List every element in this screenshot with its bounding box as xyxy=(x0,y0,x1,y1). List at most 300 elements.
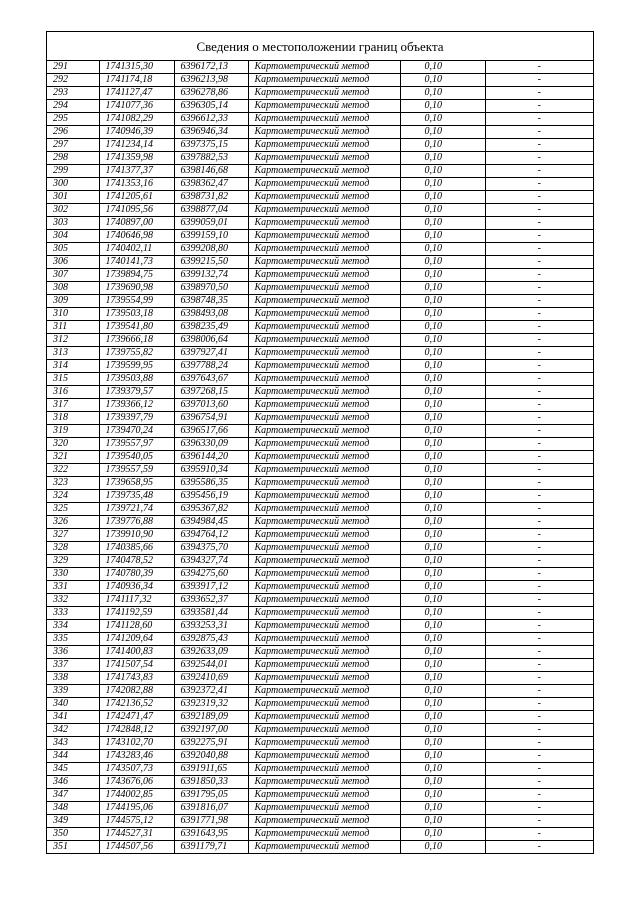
table-row xyxy=(47,828,593,841)
note-cell: - xyxy=(485,360,593,373)
accuracy-cell: 0,10 xyxy=(400,230,485,243)
x-coordinate-cell: 1741205,61 xyxy=(99,191,174,204)
accuracy-cell: 0,10 xyxy=(400,607,485,620)
method-cell: Картометрический метод xyxy=(248,503,400,516)
note-cell: - xyxy=(485,204,593,217)
table-row xyxy=(47,555,593,568)
method-cell: Картометрический метод xyxy=(248,646,400,659)
accuracy-cell: 0,10 xyxy=(400,412,485,425)
table-row xyxy=(47,477,593,490)
accuracy-cell: 0,10 xyxy=(400,568,485,581)
point-number-cell: 303 xyxy=(47,217,99,230)
accuracy-cell: 0,10 xyxy=(400,438,485,451)
table-row xyxy=(47,243,593,256)
x-coordinate-cell: 1740936,34 xyxy=(99,581,174,594)
note-cell: - xyxy=(485,191,593,204)
x-coordinate-cell: 1740141,73 xyxy=(99,256,174,269)
x-coordinate-cell: 1741209,64 xyxy=(99,633,174,646)
method-cell: Картометрический метод xyxy=(248,308,400,321)
accuracy-cell: 0,10 xyxy=(400,633,485,646)
note-cell: - xyxy=(485,490,593,503)
accuracy-cell: 0,10 xyxy=(400,152,485,165)
point-number-cell: 331 xyxy=(47,581,99,594)
table-row xyxy=(47,529,593,542)
accuracy-cell: 0,10 xyxy=(400,464,485,477)
note-cell: - xyxy=(485,568,593,581)
method-cell: Картометрический метод xyxy=(248,789,400,802)
method-cell: Картометрический метод xyxy=(248,724,400,737)
accuracy-cell: 0,10 xyxy=(400,711,485,724)
table-row xyxy=(47,451,593,464)
point-number-cell: 292 xyxy=(47,74,99,87)
table-row xyxy=(47,165,593,178)
point-number-cell: 294 xyxy=(47,100,99,113)
accuracy-cell: 0,10 xyxy=(400,204,485,217)
point-number-cell: 300 xyxy=(47,178,99,191)
method-cell: Картометрический метод xyxy=(248,464,400,477)
x-coordinate-cell: 1741127,47 xyxy=(99,87,174,100)
method-cell: Картометрический метод xyxy=(248,152,400,165)
table-row xyxy=(47,139,593,152)
y-coordinate-cell: 6396754,91 xyxy=(174,412,248,425)
method-cell: Картометрический метод xyxy=(248,607,400,620)
x-coordinate-cell: 1739557,59 xyxy=(99,464,174,477)
accuracy-cell: 0,10 xyxy=(400,74,485,87)
note-cell: - xyxy=(485,802,593,815)
point-number-cell: 312 xyxy=(47,334,99,347)
x-coordinate-cell: 1739894,75 xyxy=(99,269,174,282)
note-cell: - xyxy=(485,87,593,100)
point-number-cell: 307 xyxy=(47,269,99,282)
point-number-cell: 297 xyxy=(47,139,99,152)
table-row xyxy=(47,841,593,854)
x-coordinate-cell: 1739599,95 xyxy=(99,360,174,373)
accuracy-cell: 0,10 xyxy=(400,321,485,334)
method-cell: Картометрический метод xyxy=(248,620,400,633)
point-number-cell: 350 xyxy=(47,828,99,841)
note-cell: - xyxy=(485,334,593,347)
y-coordinate-cell: 6391643,95 xyxy=(174,828,248,841)
y-coordinate-cell: 6393917,12 xyxy=(174,581,248,594)
note-cell: - xyxy=(485,373,593,386)
point-number-cell: 313 xyxy=(47,347,99,360)
y-coordinate-cell: 6396213,98 xyxy=(174,74,248,87)
x-coordinate-cell: 1739658,95 xyxy=(99,477,174,490)
accuracy-cell: 0,10 xyxy=(400,282,485,295)
y-coordinate-cell: 6399159,10 xyxy=(174,230,248,243)
note-cell: - xyxy=(485,217,593,230)
note-cell: - xyxy=(485,542,593,555)
y-coordinate-cell: 6395367,82 xyxy=(174,503,248,516)
accuracy-cell: 0,10 xyxy=(400,113,485,126)
method-cell: Картометрический метод xyxy=(248,230,400,243)
note-cell: - xyxy=(485,74,593,87)
table-row xyxy=(47,334,593,347)
y-coordinate-cell: 6398493,08 xyxy=(174,308,248,321)
note-cell: - xyxy=(485,269,593,282)
y-coordinate-cell: 6391911,65 xyxy=(174,763,248,776)
point-number-cell: 314 xyxy=(47,360,99,373)
y-coordinate-cell: 6392633,09 xyxy=(174,646,248,659)
y-coordinate-cell: 6399132,74 xyxy=(174,269,248,282)
point-number-cell: 338 xyxy=(47,672,99,685)
note-cell: - xyxy=(485,347,593,360)
note-cell: - xyxy=(485,243,593,256)
table-row xyxy=(47,633,593,646)
point-number-cell: 318 xyxy=(47,412,99,425)
y-coordinate-cell: 6397643,67 xyxy=(174,373,248,386)
y-coordinate-cell: 6392875,43 xyxy=(174,633,248,646)
x-coordinate-cell: 1741400,83 xyxy=(99,646,174,659)
y-coordinate-cell: 6393581,44 xyxy=(174,607,248,620)
table-row xyxy=(47,230,593,243)
point-number-cell: 343 xyxy=(47,737,99,750)
method-cell: Картометрический метод xyxy=(248,685,400,698)
method-cell: Картометрический метод xyxy=(248,659,400,672)
y-coordinate-cell: 6392544,01 xyxy=(174,659,248,672)
x-coordinate-cell: 1740385,66 xyxy=(99,542,174,555)
x-coordinate-cell: 1741359,98 xyxy=(99,152,174,165)
note-cell: - xyxy=(485,672,593,685)
y-coordinate-cell: 6391771,98 xyxy=(174,815,248,828)
table-title: Сведения о местоположении границ объекта xyxy=(47,32,593,61)
y-coordinate-cell: 6396278,86 xyxy=(174,87,248,100)
method-cell: Картометрический метод xyxy=(248,451,400,464)
y-coordinate-cell: 6394275,60 xyxy=(174,568,248,581)
method-cell: Картометрический метод xyxy=(248,347,400,360)
x-coordinate-cell: 1741174,18 xyxy=(99,74,174,87)
y-coordinate-cell: 6392197,00 xyxy=(174,724,248,737)
table-row xyxy=(47,620,593,633)
accuracy-cell: 0,10 xyxy=(400,425,485,438)
table-row xyxy=(47,763,593,776)
point-number-cell: 291 xyxy=(47,61,99,74)
accuracy-cell: 0,10 xyxy=(400,776,485,789)
table-row xyxy=(47,204,593,217)
y-coordinate-cell: 6391850,33 xyxy=(174,776,248,789)
point-number-cell: 327 xyxy=(47,529,99,542)
accuracy-cell: 0,10 xyxy=(400,87,485,100)
y-coordinate-cell: 6398970,50 xyxy=(174,282,248,295)
x-coordinate-cell: 1739690,98 xyxy=(99,282,174,295)
x-coordinate-cell: 1739666,18 xyxy=(99,334,174,347)
note-cell: - xyxy=(485,737,593,750)
method-cell: Картометрический метод xyxy=(248,113,400,126)
method-cell: Картометрический метод xyxy=(248,542,400,555)
note-cell: - xyxy=(485,776,593,789)
accuracy-cell: 0,10 xyxy=(400,815,485,828)
table-row xyxy=(47,737,593,750)
point-number-cell: 324 xyxy=(47,490,99,503)
x-coordinate-cell: 1740780,39 xyxy=(99,568,174,581)
note-cell: - xyxy=(485,750,593,763)
y-coordinate-cell: 6398146,68 xyxy=(174,165,248,178)
note-cell: - xyxy=(485,178,593,191)
note-cell: - xyxy=(485,282,593,295)
accuracy-cell: 0,10 xyxy=(400,594,485,607)
y-coordinate-cell: 6394327,74 xyxy=(174,555,248,568)
table-row xyxy=(47,581,593,594)
table-row xyxy=(47,659,593,672)
table-row xyxy=(47,360,593,373)
point-number-cell: 334 xyxy=(47,620,99,633)
note-cell: - xyxy=(485,126,593,139)
x-coordinate-cell: 1739503,88 xyxy=(99,373,174,386)
accuracy-cell: 0,10 xyxy=(400,347,485,360)
x-coordinate-cell: 1744527,31 xyxy=(99,828,174,841)
note-cell: - xyxy=(485,451,593,464)
table-row xyxy=(47,776,593,789)
method-cell: Картометрический метод xyxy=(248,282,400,295)
accuracy-cell: 0,10 xyxy=(400,191,485,204)
x-coordinate-cell: 1740478,52 xyxy=(99,555,174,568)
note-cell: - xyxy=(485,659,593,672)
table-row xyxy=(47,607,593,620)
accuracy-cell: 0,10 xyxy=(400,672,485,685)
method-cell: Картометрический метод xyxy=(248,360,400,373)
y-coordinate-cell: 6397268,15 xyxy=(174,386,248,399)
table-row xyxy=(47,399,593,412)
point-number-cell: 325 xyxy=(47,503,99,516)
method-cell: Картометрический метод xyxy=(248,139,400,152)
accuracy-cell: 0,10 xyxy=(400,269,485,282)
x-coordinate-cell: 1739470,24 xyxy=(99,425,174,438)
table-row xyxy=(47,685,593,698)
y-coordinate-cell: 6394375,70 xyxy=(174,542,248,555)
point-number-cell: 298 xyxy=(47,152,99,165)
y-coordinate-cell: 6396946,34 xyxy=(174,126,248,139)
method-cell: Картометрический метод xyxy=(248,61,400,74)
table-row xyxy=(47,724,593,737)
accuracy-cell: 0,10 xyxy=(400,503,485,516)
table-row xyxy=(47,815,593,828)
accuracy-cell: 0,10 xyxy=(400,685,485,698)
note-cell: - xyxy=(485,61,593,74)
point-number-cell: 333 xyxy=(47,607,99,620)
point-number-cell: 315 xyxy=(47,373,99,386)
accuracy-cell: 0,10 xyxy=(400,529,485,542)
accuracy-cell: 0,10 xyxy=(400,386,485,399)
y-coordinate-cell: 6393253,31 xyxy=(174,620,248,633)
x-coordinate-cell: 1743283,46 xyxy=(99,750,174,763)
x-coordinate-cell: 1744002,85 xyxy=(99,789,174,802)
method-cell: Картометрический метод xyxy=(248,334,400,347)
note-cell: - xyxy=(485,516,593,529)
y-coordinate-cell: 6399059,01 xyxy=(174,217,248,230)
accuracy-cell: 0,10 xyxy=(400,399,485,412)
note-cell: - xyxy=(485,100,593,113)
y-coordinate-cell: 6398877,04 xyxy=(174,204,248,217)
x-coordinate-cell: 1739379,57 xyxy=(99,386,174,399)
note-cell: - xyxy=(485,438,593,451)
accuracy-cell: 0,10 xyxy=(400,750,485,763)
x-coordinate-cell: 1739541,80 xyxy=(99,321,174,334)
table-row xyxy=(47,711,593,724)
table-row xyxy=(47,698,593,711)
note-cell: - xyxy=(485,555,593,568)
y-coordinate-cell: 6392040,88 xyxy=(174,750,248,763)
point-number-cell: 310 xyxy=(47,308,99,321)
x-coordinate-cell: 1742848,12 xyxy=(99,724,174,737)
y-coordinate-cell: 6394984,45 xyxy=(174,516,248,529)
table-row xyxy=(47,178,593,191)
x-coordinate-cell: 1741353,16 xyxy=(99,178,174,191)
method-cell: Картометрический метод xyxy=(248,74,400,87)
note-cell: - xyxy=(485,763,593,776)
x-coordinate-cell: 1744575,12 xyxy=(99,815,174,828)
y-coordinate-cell: 6393652,37 xyxy=(174,594,248,607)
accuracy-cell: 0,10 xyxy=(400,100,485,113)
accuracy-cell: 0,10 xyxy=(400,841,485,854)
x-coordinate-cell: 1742136,52 xyxy=(99,698,174,711)
y-coordinate-cell: 6397375,15 xyxy=(174,139,248,152)
table-row xyxy=(47,217,593,230)
x-coordinate-cell: 1741077,36 xyxy=(99,100,174,113)
method-cell: Картометрический метод xyxy=(248,776,400,789)
table-row xyxy=(47,503,593,516)
x-coordinate-cell: 1743102,70 xyxy=(99,737,174,750)
y-coordinate-cell: 6399208,80 xyxy=(174,243,248,256)
table-row xyxy=(47,87,593,100)
note-cell: - xyxy=(485,139,593,152)
x-coordinate-cell: 1744195,06 xyxy=(99,802,174,815)
method-cell: Картометрический метод xyxy=(248,217,400,230)
method-cell: Картометрический метод xyxy=(248,256,400,269)
point-number-cell: 344 xyxy=(47,750,99,763)
y-coordinate-cell: 6399215,50 xyxy=(174,256,248,269)
table-row xyxy=(47,516,593,529)
table-row xyxy=(47,113,593,126)
accuracy-cell: 0,10 xyxy=(400,789,485,802)
note-cell: - xyxy=(485,724,593,737)
point-number-cell: 320 xyxy=(47,438,99,451)
y-coordinate-cell: 6397013,60 xyxy=(174,399,248,412)
accuracy-cell: 0,10 xyxy=(400,802,485,815)
y-coordinate-cell: 6391816,07 xyxy=(174,802,248,815)
accuracy-cell: 0,10 xyxy=(400,490,485,503)
note-cell: - xyxy=(485,698,593,711)
note-cell: - xyxy=(485,477,593,490)
point-number-cell: 305 xyxy=(47,243,99,256)
method-cell: Картометрический метод xyxy=(248,178,400,191)
accuracy-cell: 0,10 xyxy=(400,308,485,321)
method-cell: Картометрический метод xyxy=(248,737,400,750)
x-coordinate-cell: 1744507,56 xyxy=(99,841,174,854)
point-number-cell: 301 xyxy=(47,191,99,204)
table-row xyxy=(47,464,593,477)
note-cell: - xyxy=(485,815,593,828)
note-cell: - xyxy=(537,841,541,852)
table-row xyxy=(47,126,593,139)
point-number-cell: 330 xyxy=(47,568,99,581)
y-coordinate-cell: 6396144,20 xyxy=(174,451,248,464)
x-coordinate-cell: 1739557,97 xyxy=(99,438,174,451)
method-cell: Картометрический метод xyxy=(248,750,400,763)
coordinates-table xyxy=(47,61,593,853)
note-cell: - xyxy=(485,646,593,659)
table-row xyxy=(47,61,593,74)
point-number-cell: 319 xyxy=(47,425,99,438)
accuracy-cell: 0,10 xyxy=(400,126,485,139)
accuracy-cell: 0,10 xyxy=(400,334,485,347)
point-number-cell: 304 xyxy=(47,230,99,243)
x-coordinate-cell: 1741095,56 xyxy=(99,204,174,217)
point-number-cell: 345 xyxy=(47,763,99,776)
note-cell: - xyxy=(485,633,593,646)
note-cell: - xyxy=(485,464,593,477)
x-coordinate-cell: 1741743,83 xyxy=(99,672,174,685)
point-number-cell: 299 xyxy=(47,165,99,178)
y-coordinate-cell: 6396305,14 xyxy=(174,100,248,113)
accuracy-cell: 0,10 xyxy=(400,659,485,672)
note-cell: - xyxy=(485,386,593,399)
table-row xyxy=(47,100,593,113)
method-cell: Картометрический метод xyxy=(248,373,400,386)
method-cell: Картометрический метод xyxy=(248,87,400,100)
point-number-cell: 342 xyxy=(47,724,99,737)
y-coordinate-cell: 6395586,35 xyxy=(174,477,248,490)
method-cell: Картометрический метод xyxy=(248,399,400,412)
accuracy-cell: 0,10 xyxy=(400,451,485,464)
x-coordinate-cell: 1740946,39 xyxy=(99,126,174,139)
y-coordinate-cell: 6395456,19 xyxy=(174,490,248,503)
point-number-cell: 322 xyxy=(47,464,99,477)
point-number-cell: 309 xyxy=(47,295,99,308)
table-row xyxy=(47,412,593,425)
y-coordinate-cell: 6398362,47 xyxy=(174,178,248,191)
method-cell: Картометрический метод xyxy=(248,711,400,724)
accuracy-cell: 0,10 xyxy=(400,139,485,152)
accuracy-cell: 0,10 xyxy=(400,828,485,841)
point-number-cell: 295 xyxy=(47,113,99,126)
x-coordinate-cell: 1741315,30 xyxy=(99,61,174,74)
y-coordinate-cell: 6395910,34 xyxy=(174,464,248,477)
y-coordinate-cell: 6396172,13 xyxy=(174,61,248,74)
method-cell: Картометрический метод xyxy=(248,126,400,139)
table-row xyxy=(47,347,593,360)
point-number-cell: 339 xyxy=(47,685,99,698)
y-coordinate-cell: 6392319,32 xyxy=(174,698,248,711)
note-cell: - xyxy=(485,165,593,178)
table-row xyxy=(47,269,593,282)
y-coordinate-cell: 6392275,91 xyxy=(174,737,248,750)
accuracy-cell: 0,10 xyxy=(400,763,485,776)
y-coordinate-cell: 6398748,35 xyxy=(174,295,248,308)
table-row xyxy=(47,802,593,815)
note-cell: - xyxy=(485,321,593,334)
method-cell: Картометрический метод xyxy=(248,269,400,282)
y-coordinate-cell: 6392189,09 xyxy=(174,711,248,724)
note-cell: - xyxy=(485,152,593,165)
point-number-cell: 323 xyxy=(47,477,99,490)
point-number-cell: 351 xyxy=(47,841,99,854)
method-cell: Картометрический метод xyxy=(248,568,400,581)
x-coordinate-cell: 1739755,82 xyxy=(99,347,174,360)
x-coordinate-cell: 1739735,48 xyxy=(99,490,174,503)
document-sheet xyxy=(46,31,594,854)
accuracy-cell: 0,10 xyxy=(400,555,485,568)
method-cell: Картометрический метод xyxy=(248,555,400,568)
y-coordinate-cell: 6391795,05 xyxy=(174,789,248,802)
method-cell: Картометрический метод xyxy=(248,581,400,594)
method-cell: Картометрический метод xyxy=(248,633,400,646)
method-cell: Картометрический метод xyxy=(248,802,400,815)
y-coordinate-cell: 6398235,49 xyxy=(174,321,248,334)
y-coordinate-cell: 6391179,71 xyxy=(174,841,248,854)
method-cell: Картометрический метод xyxy=(248,100,400,113)
note-cell: - xyxy=(485,412,593,425)
point-number-cell: 317 xyxy=(47,399,99,412)
